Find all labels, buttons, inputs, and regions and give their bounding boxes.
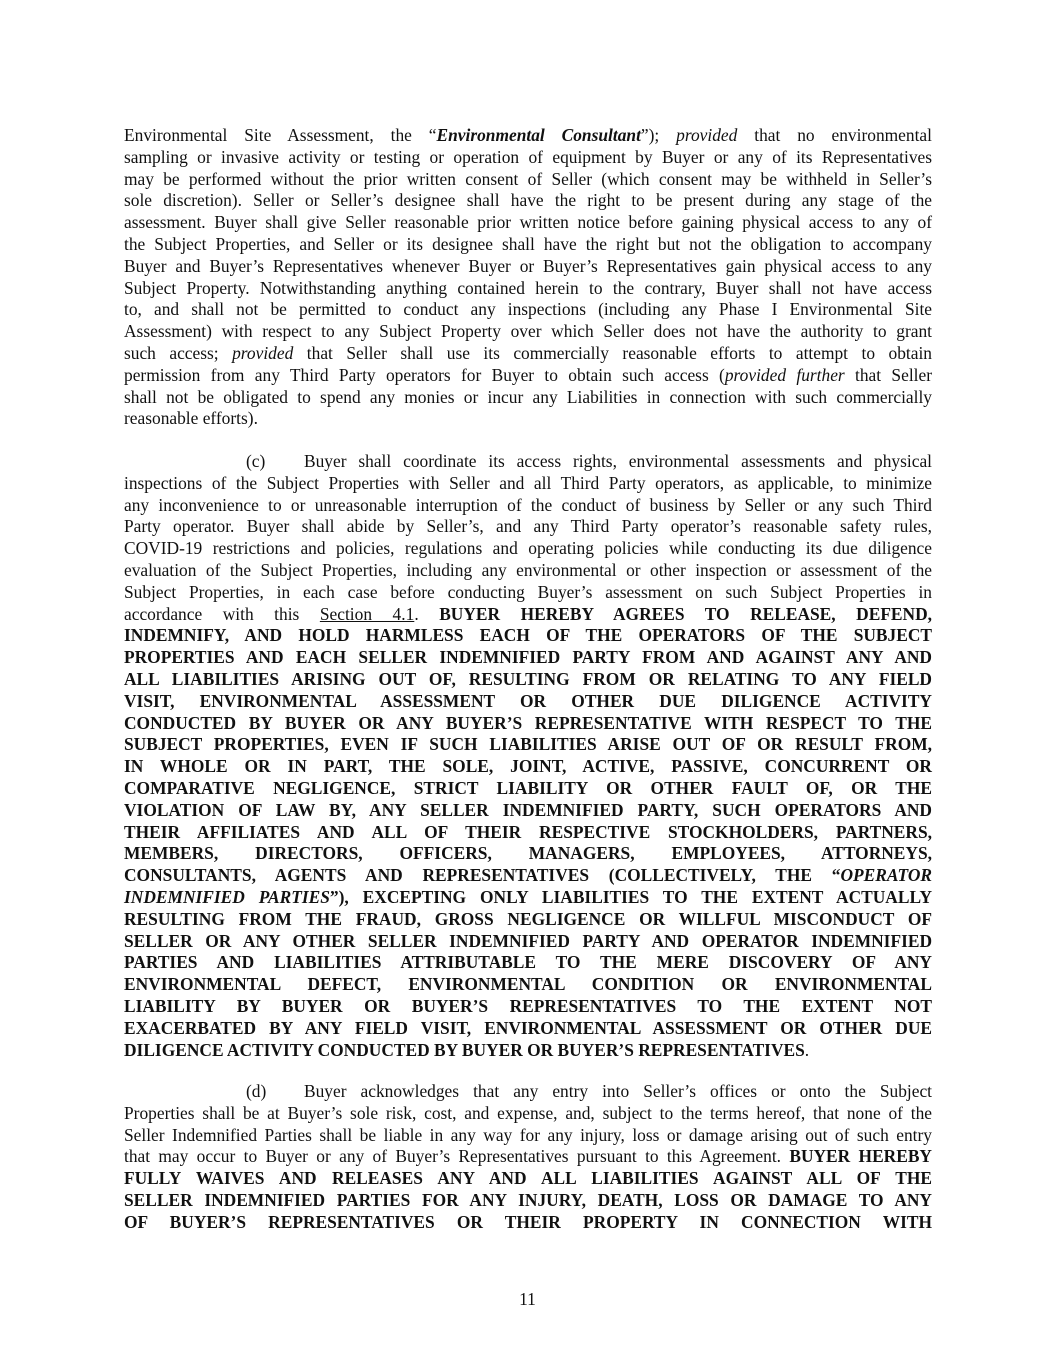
text-run: that may occur to Buyer or any of Buyer’s Representatives pursuant to this Agreement. <box>124 1146 790 1167</box>
text-run: that no environmental <box>737 125 932 145</box>
text-line <box>124 1212 932 1234</box>
text-run: permission from any Third Party operators for Buyer to obtain such access ( <box>124 364 725 385</box>
text-line <box>124 365 932 387</box>
bold-clause: VIOLATION OF LAW BY, ANY SELLER INDEMNIFIED PARTY, SUCH OPERATORS AND <box>124 799 932 820</box>
text-line <box>124 256 932 278</box>
text-line <box>124 800 932 822</box>
text-line <box>124 278 932 300</box>
text-run: accordance with this <box>124 603 320 624</box>
text-line <box>124 843 932 865</box>
text-run: Subject Properties, in each case before conducting Buyer’s assessment on such Subject Properties in <box>124 581 932 602</box>
page-number: 11 <box>519 1289 536 1309</box>
text-line <box>124 1125 932 1147</box>
text-run: inspections of the Subject Properties with Seller and all Third Party operators, as applicable, to minimize <box>124 472 932 493</box>
bold-clause: MEMBERS, DIRECTORS, OFFICERS, MANAGERS, EMPLOYEES, ATTORNEYS, <box>124 843 932 864</box>
paragraph-label: (c) <box>246 451 266 471</box>
text-line <box>124 538 932 560</box>
text-line <box>124 647 932 669</box>
text-line <box>124 778 932 800</box>
bold-clause: SELLER INDEMNIFIED PARTIES FOR ANY INJURY, DEATH, LOSS OR DAMAGE TO ANY <box>124 1189 932 1210</box>
section-reference: Section 4.1 <box>319 603 415 624</box>
bold-clause: VISIT, ENVIRONMENTAL ASSESSMENT OR OTHER DUE DILIGENCE ACTIVITY <box>124 690 932 711</box>
text-run: such access; <box>124 342 233 363</box>
text-run: ”); <box>640 125 677 145</box>
bold-clause: DILIGENCE ACTIVITY CONDUCTED BY BUYER OR BUYER’S REPRESENTATIVES <box>124 1039 805 1060</box>
defined-term: INDEMNIFIED PARTIES <box>124 886 330 907</box>
text-line <box>124 1018 932 1040</box>
text-run: Party operator. Buyer shall abide by Seller’s, and any Third Party operator’s reasonable safety rules, <box>124 516 932 537</box>
text-line <box>124 691 932 713</box>
bold-clause: BUYER HEREBY <box>789 1146 932 1167</box>
text-line <box>124 299 932 321</box>
text-line <box>124 909 932 931</box>
text-line <box>124 1168 932 1190</box>
text-line <box>124 822 932 844</box>
text-run: that Seller shall use its commercially reasonable efforts to attempt to obtain <box>293 342 932 363</box>
text-line <box>124 234 932 256</box>
paragraph-label: (d) <box>246 1081 267 1101</box>
text-run: any inconvenience to or unreasonable interruption of the conduct of business by Seller or any such Third <box>124 494 932 515</box>
text-line <box>124 516 932 538</box>
text-line <box>124 169 932 191</box>
text-run: shall not be obligated to spend any monies or incur any Liabilities in connection with such commercially <box>124 386 932 407</box>
text-run: sampling or invasive activity or testing or operation of equipment by Buyer or any of its Representatives <box>124 146 932 167</box>
bold-clause: CONSULTANTS, AGENTS AND REPRESENTATIVES (COLLECTIVELY, THE “ <box>124 865 841 886</box>
text-line <box>124 669 932 691</box>
text-line <box>124 190 932 212</box>
italic-term: provided <box>676 125 738 145</box>
bold-clause: ENVIRONMENTAL DEFECT, ENVIRONMENTAL CONDITION OR ENVIRONMENTAL <box>124 974 932 995</box>
text-run: . <box>804 1039 810 1060</box>
text-line <box>124 625 932 647</box>
bold-clause: IN WHOLE OR IN PART, THE SOLE, JOINT, ACTIVE, PASSIVE, CONCURRENT OR <box>124 756 932 777</box>
text-line <box>124 996 932 1018</box>
italic-term: provided <box>232 342 294 363</box>
text-line <box>124 387 932 409</box>
text-line <box>124 1081 932 1103</box>
text-line <box>124 1190 932 1212</box>
text-line <box>124 321 932 343</box>
text-run: sole discretion). Seller or Seller’s designee shall have the right to be present during any stage of the <box>124 190 932 211</box>
text-line <box>124 1040 932 1062</box>
text-line <box>124 125 932 147</box>
bold-clause: LIABILITY BY BUYER OR BUYER’S REPRESENTATIVES TO THE EXTENT NOT <box>124 995 932 1016</box>
text-line <box>124 1146 932 1168</box>
text-line <box>124 473 932 495</box>
bold-clause: EXACERBATED BY ANY FIELD VISIT, ENVIRONMENTAL ASSESSMENT OR OTHER DUE <box>124 1017 932 1038</box>
text-line <box>124 865 932 887</box>
text-line <box>124 212 932 234</box>
text-run: the Subject Properties, and Seller or its designee shall have the right but not the obligation to accompany <box>124 233 932 254</box>
text-run: Environmental Site Assessment, the “ <box>124 125 437 145</box>
text-line <box>124 604 932 626</box>
defined-term: Environmental Consultant <box>436 125 641 145</box>
text-line <box>124 756 932 778</box>
bold-clause: SUBJECT PROPERTIES, EVEN IF SUCH LIABILITIES ARISE OUT OF OR RESULT FROM, <box>124 734 932 755</box>
text-line <box>124 952 932 974</box>
text-line <box>124 931 932 953</box>
bold-clause: SELLER OR ANY OTHER SELLER INDEMNIFIED PARTY AND OPERATOR INDEMNIFIED <box>124 930 932 951</box>
text-line <box>124 560 932 582</box>
paragraph-d <box>124 1081 932 1234</box>
bold-clause: FULLY WAIVES AND RELEASES ANY AND ALL LIABILITIES AGAINST ALL OF THE <box>124 1168 932 1189</box>
italic-term: provided further <box>724 364 845 385</box>
bold-clause: COMPARATIVE NEGLIGENCE, STRICT LIABILITY OR OTHER FAULT OF, OR THE <box>124 777 932 798</box>
text-run: Buyer shall coordinate its access rights, environmental assessments and physical <box>304 451 932 471</box>
text-run: evaluation of the Subject Properties, including any environmental or other inspection or assessment of the <box>124 559 932 580</box>
text-line <box>124 343 932 365</box>
bold-clause: BUYER HEREBY AGREES TO RELEASE, DEFEND, <box>439 603 933 624</box>
text-line <box>124 582 932 604</box>
bold-clause: THEIR AFFILIATES AND ALL OF THEIR RESPECTIVE STOCKHOLDERS, PARTNERS, <box>124 821 932 842</box>
text-run: Seller Indemnified Parties shall be liable in any way for any injury, loss or damage arising out of such entry <box>124 1124 932 1145</box>
text-run: COVID-19 restrictions and policies, regulations and operating policies while conducting its due diligence <box>124 538 932 559</box>
text-line <box>124 1103 932 1125</box>
text-line <box>124 887 932 909</box>
bold-clause: CONDUCTED BY BUYER OR ANY BUYER’S REPRESENTATIVE WITH RESPECT TO THE <box>124 712 932 733</box>
bold-clause: RESULTING FROM THE FRAUD, GROSS NEGLIGENCE OR WILLFUL MISCONDUCT OF <box>124 908 932 929</box>
text-run: Buyer acknowledges that any entry into Seller’s offices or onto the Subject <box>304 1081 932 1101</box>
text-run: Subject Property. Notwithstanding anything contained herein to the contrary, Buyer shall not have access <box>124 277 932 298</box>
bold-clause: ALL LIABILITIES ARISING OUT OF, RESULTING FROM OR RELATING TO ANY FIELD <box>124 668 932 689</box>
text-run: Assessment) with respect to any Subject Property over which Seller does not have the authority to grant <box>124 321 932 342</box>
text-line <box>124 408 932 430</box>
bold-clause: ”), EXCEPTING ONLY LIABILITIES TO THE EXTENT ACTUALLY <box>329 886 933 907</box>
text-line <box>124 495 932 517</box>
text-run: Properties shall be at Buyer’s sole risk, cost, and expense, and, subject to the terms hereof, that none of the <box>124 1102 932 1123</box>
text-run: assessment. Buyer shall give Seller reasonable prior written notice before gaining physical access to any of <box>124 212 932 233</box>
text-run: reasonable efforts). <box>124 408 258 429</box>
text-line <box>124 147 932 169</box>
defined-term: OPERATOR <box>840 865 932 886</box>
text-line <box>124 451 932 473</box>
text-run: Buyer and Buyer’s Representatives whenever Buyer or Buyer’s Representatives gain physical access to any <box>124 255 932 276</box>
text-run: may be performed without the prior written consent of Seller (which consent may be withheld in Seller’s <box>124 168 932 189</box>
text-run: . <box>414 603 440 624</box>
text-line <box>124 713 932 735</box>
text-line <box>124 734 932 756</box>
bold-clause: OF BUYER’S REPRESENTATIVES OR THEIR PROPERTY IN CONNECTION WITH <box>124 1211 932 1232</box>
text-line <box>124 974 932 996</box>
paragraph-c <box>124 451 932 1061</box>
bold-clause: PROPERTIES AND EACH SELLER INDEMNIFIED PARTY FROM AND AGAINST ANY AND <box>124 647 932 668</box>
text-run: that Seller <box>844 364 932 385</box>
paragraph-b-continuation <box>124 125 932 430</box>
text-run: to, and shall not be permitted to conduct any inspections (including any Phase I Environmental Site <box>124 299 932 320</box>
bold-clause: INDEMNIFY, AND HOLD HARMLESS EACH OF THE OPERATORS OF THE SUBJECT <box>124 625 932 646</box>
bold-clause: PARTIES AND LIABILITIES ATTRIBUTABLE TO THE MERE DISCOVERY OF ANY <box>124 952 932 973</box>
